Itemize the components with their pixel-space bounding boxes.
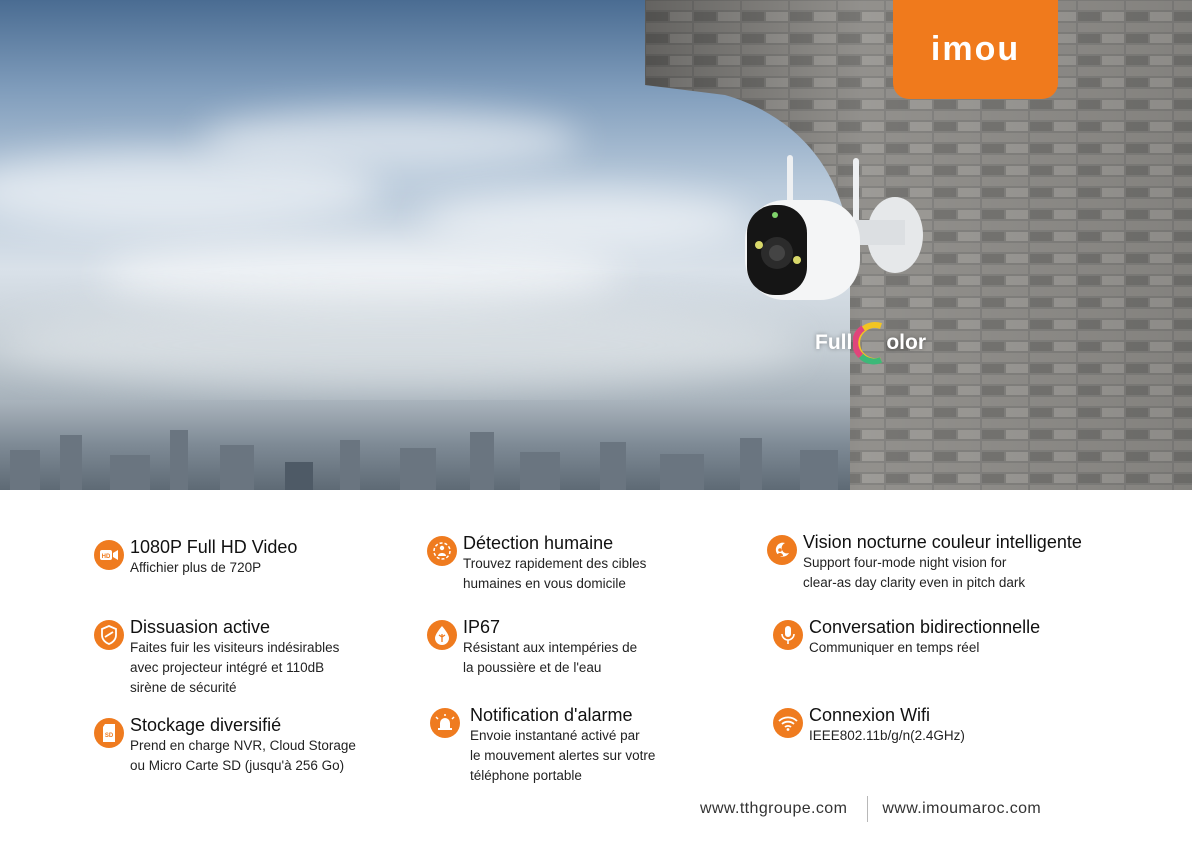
feature-wifi (773, 704, 965, 746)
feature-desc: Résistant aux intempéries de la poussière et de l'eau (463, 640, 638, 675)
footer-divider (867, 796, 868, 822)
sd-card-icon (94, 718, 124, 748)
full-color-badge (815, 318, 926, 368)
website-link-tthgroupe[interactable]: www.tthgroupe.com (700, 800, 848, 817)
feature-human-detection (427, 532, 646, 594)
footer-links (700, 794, 1120, 824)
feature-ip67 (427, 616, 637, 678)
feature-title: Notification d'alarme (470, 705, 633, 725)
feature-active-deterrence (94, 616, 339, 698)
security-camera (735, 150, 935, 320)
feature-two-way-talk (773, 616, 1040, 658)
feature-title: Connexion Wifi (809, 705, 931, 725)
color-ring-icon (853, 318, 885, 368)
feature-alarm-notification (430, 704, 655, 786)
imou-logo (893, 0, 1058, 99)
feature-desc: Prend en charge NVR, Cloud Storage ou Micro Carte SD (jusqu'à 256 Go) (130, 738, 356, 773)
badge-word-full: Full (815, 331, 853, 354)
water-drop-icon (427, 620, 457, 650)
feature-hd-video (94, 536, 297, 578)
night-vision-icon (767, 535, 797, 565)
microphone-icon (773, 620, 803, 650)
feature-title: Stockage diversifié (130, 715, 282, 735)
feature-night-vision (767, 531, 1082, 593)
alarm-bell-icon (430, 708, 460, 738)
logo-text: imou (930, 30, 1021, 68)
feature-desc: Envoie instantané activé par le mouvement alertes sur votre téléphone portable (470, 728, 656, 783)
feature-title: IP67 (463, 617, 501, 637)
svg-text:SD: SD (104, 733, 114, 739)
svg-text:HD: HD (101, 554, 111, 560)
feature-desc: Faites fuir les visiteurs indésirables avec projecteur intégré et 110dB sirène de sécurité (130, 640, 340, 695)
feature-storage (94, 714, 356, 776)
shield-icon (94, 620, 124, 650)
feature-title: 1080P Full HD Video (130, 537, 298, 557)
wifi-icon (773, 708, 803, 738)
feature-title: Conversation bidirectionnelle (809, 617, 1041, 637)
website-link-imoumaroc[interactable]: www.imoumaroc.com (882, 800, 1042, 817)
cloud (200, 110, 580, 170)
feature-title: Détection humaine (463, 533, 614, 553)
feature-desc: Trouvez rapidement des cibles humaines en vous domicile (463, 556, 647, 591)
badge-word-color: olor (886, 331, 926, 354)
feature-desc: IEEE802.11b/g/n(2.4GHz) (809, 728, 965, 743)
human-detection-icon (427, 536, 457, 566)
hd-video-icon (94, 540, 124, 570)
feature-desc: Support four-mode night vision for clear-as day clarity even in pitch dark (803, 555, 1026, 590)
feature-desc: Affichier plus de 720P (130, 560, 262, 575)
feature-title: Dissuasion active (130, 617, 271, 637)
feature-desc: Communiquer en temps réel (809, 640, 980, 655)
feature-title: Vision nocturne couleur intelligente (803, 532, 1082, 552)
